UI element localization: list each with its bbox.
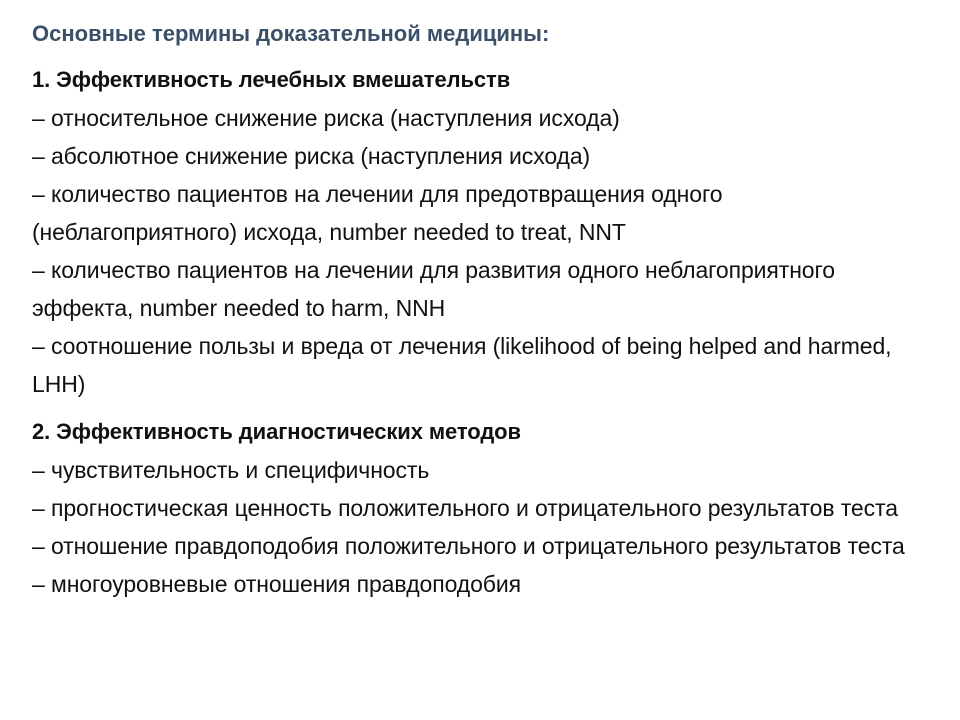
list-item: – соотношение пользы и вреда от лечения (likelihood of being helped and harmed, LHH) [32,333,892,397]
list-item: – относительное снижение риска (наступления исхода) [32,105,620,131]
term-list [32,99,920,403]
list-item: – многоуровневые отношения правдоподобия [32,571,521,597]
list-item: – количество пациентов на лечении для предотвращения одного (неблагоприятного) исхода, number needed to treat, NNT [32,181,723,245]
section-heading: 2. Эффективность диагностических методов [32,419,521,444]
section-diagnostic-effectiveness [32,413,920,603]
list-item: – абсолютное снижение риска (наступления исхода) [32,143,591,169]
term-list [32,451,920,603]
list-item: – прогностическая ценность положительного и отрицательного результатов теста [32,495,898,521]
list-item: – отношение правдоподобия положительного и отрицательного результатов теста [32,533,905,559]
slide-title: Основные термины доказательной медицины: [32,21,550,46]
section-heading: 1. Эффективность лечебных вмешательств [32,67,511,92]
list-item: – чувствительность и специфичность [32,457,430,483]
list-item: – количество пациентов на лечении для развития одного неблагоприятного эффекта, number needed to harm, NNH [32,257,835,321]
section-treatment-effectiveness [32,61,920,403]
